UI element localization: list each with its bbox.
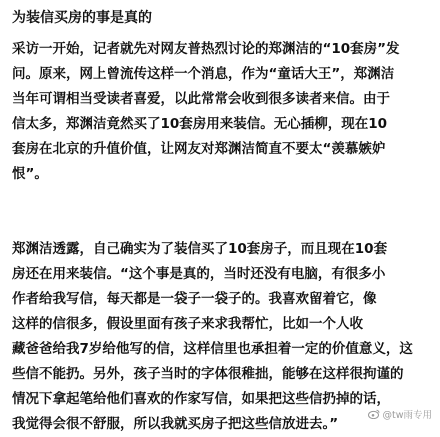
text-line: 问。原来，网上曾流传这样一个消息，作为“童话大王”，郑渊洁 [12, 66, 395, 82]
text-line: 情况下拿起笔给他们喜欢的作家写信，如果把这些信扔掉的话， [12, 391, 390, 407]
text-line: 些信不能扔。另外，孩子当时的字体很稚拙，能够在这样很拘谨的 [12, 366, 404, 382]
text-line: 藏爸爸给我7岁给他写的信，这样信里也承担着一定的价值意义，这 [12, 341, 413, 357]
text-line: 采访一开始，记者就先对网友普热烈讨论的郑渊洁的“10套房”发 [12, 41, 400, 57]
text-line: 当年可谓相当受读者喜爱，以此常常会收到很多读者来信。由于 [12, 91, 390, 107]
text-line: 套房在北京的升值价值，让网友对郑渊洁简直不要太“羡慕嫉妒 [12, 141, 386, 157]
article-title: 为装信买房的事是真的 [12, 10, 152, 26]
text-line: 信太多，郑渊洁竟然买了10套房用来装信。无心插柳，现在10 [12, 116, 388, 132]
text-line: 房还在用来装信。“这个事是真的，当时还没有电脑，有很多小 [12, 266, 386, 282]
weibo-logo-icon [368, 409, 380, 419]
watermark-text: @tw雨专用 [382, 410, 432, 421]
text-line: 郑渊洁透露，自己确实为了装信买了10套房子，而且现在10套 [12, 241, 388, 257]
weibo-watermark [368, 407, 433, 421]
text-line: 我觉得会很不舒服，所以我就买房子把这些信放进去。” [12, 416, 339, 432]
text-line: 恨”。 [12, 166, 48, 182]
article-paragraph-1 [12, 37, 430, 187]
text-line: 作者给我写信，每天都是一袋子一袋子的。我喜欢留着它，像 [12, 291, 377, 307]
text-line: 这样的信很多，假设里面有孩子来求我帮忙，比如一个人收 [12, 316, 363, 332]
